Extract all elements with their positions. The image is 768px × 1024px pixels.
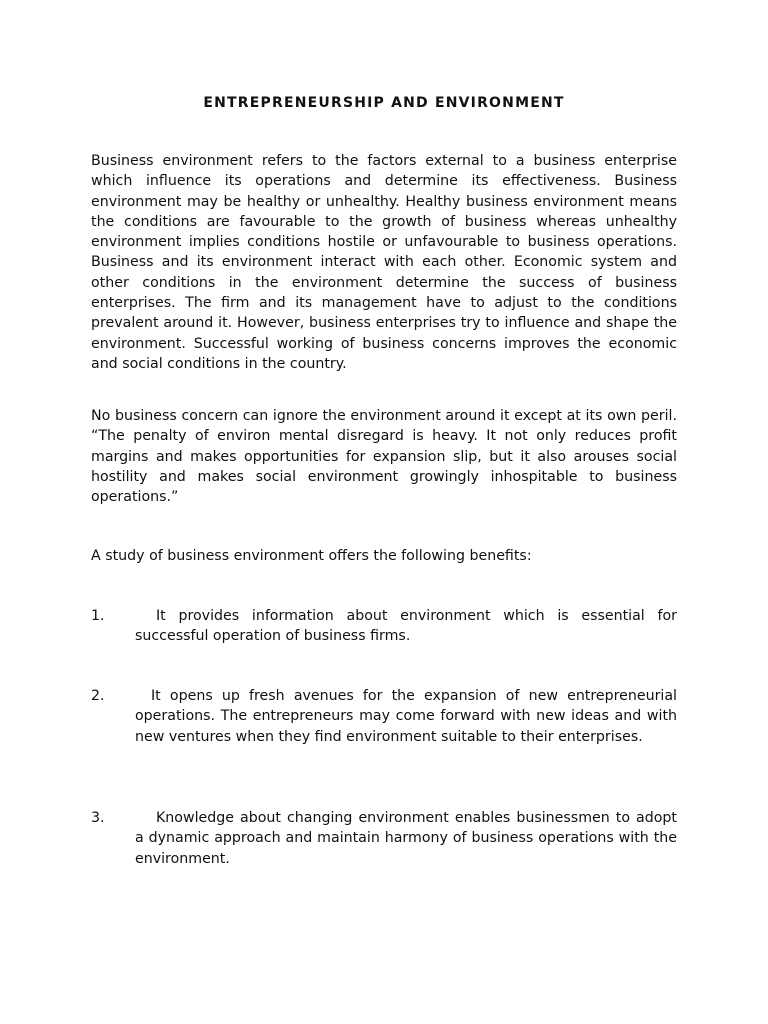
list-item-text bbox=[135, 686, 677, 747]
benefit-list-item bbox=[91, 808, 677, 869]
list-item-text-content: Knowledge about changing environment enables businessmen to adopt a dynamic approach and maintain harmony of business operations with the environment. bbox=[135, 810, 677, 867]
list-item-number: 1. bbox=[91, 608, 105, 624]
paragraph-benefits-intro: A study of business environment offers the following benefits: bbox=[91, 548, 532, 564]
list-item-text bbox=[135, 808, 677, 869]
list-item-number: 3. bbox=[91, 810, 105, 826]
paragraph-environment-importance: No business concern can ignore the environment around it except at its own peril. “The penalty of environ mental disregard is heavy. It not only reduces profit margins and makes opportunities for expansion slip, but it also arouses social hostility and makes social environment growingly inhospitable to business operations.” bbox=[91, 408, 677, 506]
document-title: ENTREPRENEURSHIP AND ENVIRONMENT bbox=[203, 95, 565, 111]
paragraph-business-environment-definition: Business environment refers to the factors external to a business enterprise which influence its operations and determine its effectiveness. Business environment may be healthy or unhealthy. Healthy business environment means the conditions are favourable to the growth of business whereas unhealthy environment implies conditions hostile or unfavourable to business operations. Business and its environment interact with each other. Economic system and other conditions in the environment determine the success of business enterprises. The firm and its management have to adjust to the conditions prevalent around it. However, business enterprises try to influence and shape the environment. Successful working of business concerns improves the economic and social conditions in the country. bbox=[91, 153, 677, 372]
list-item-number: 2. bbox=[91, 688, 105, 704]
list-item-text bbox=[135, 606, 677, 647]
list-item-text-content: It opens up fresh avenues for the expansion of new entrepreneurial operations. The entrepreneurs may come forward with new ideas and with new ventures when they find environment suitable to their enterprises. bbox=[135, 688, 677, 745]
list-item-text-content: It provides information about environment which is essential for successful operation of business firms. bbox=[135, 608, 677, 645]
benefit-list-item bbox=[91, 686, 677, 747]
benefit-list-item bbox=[91, 606, 677, 647]
